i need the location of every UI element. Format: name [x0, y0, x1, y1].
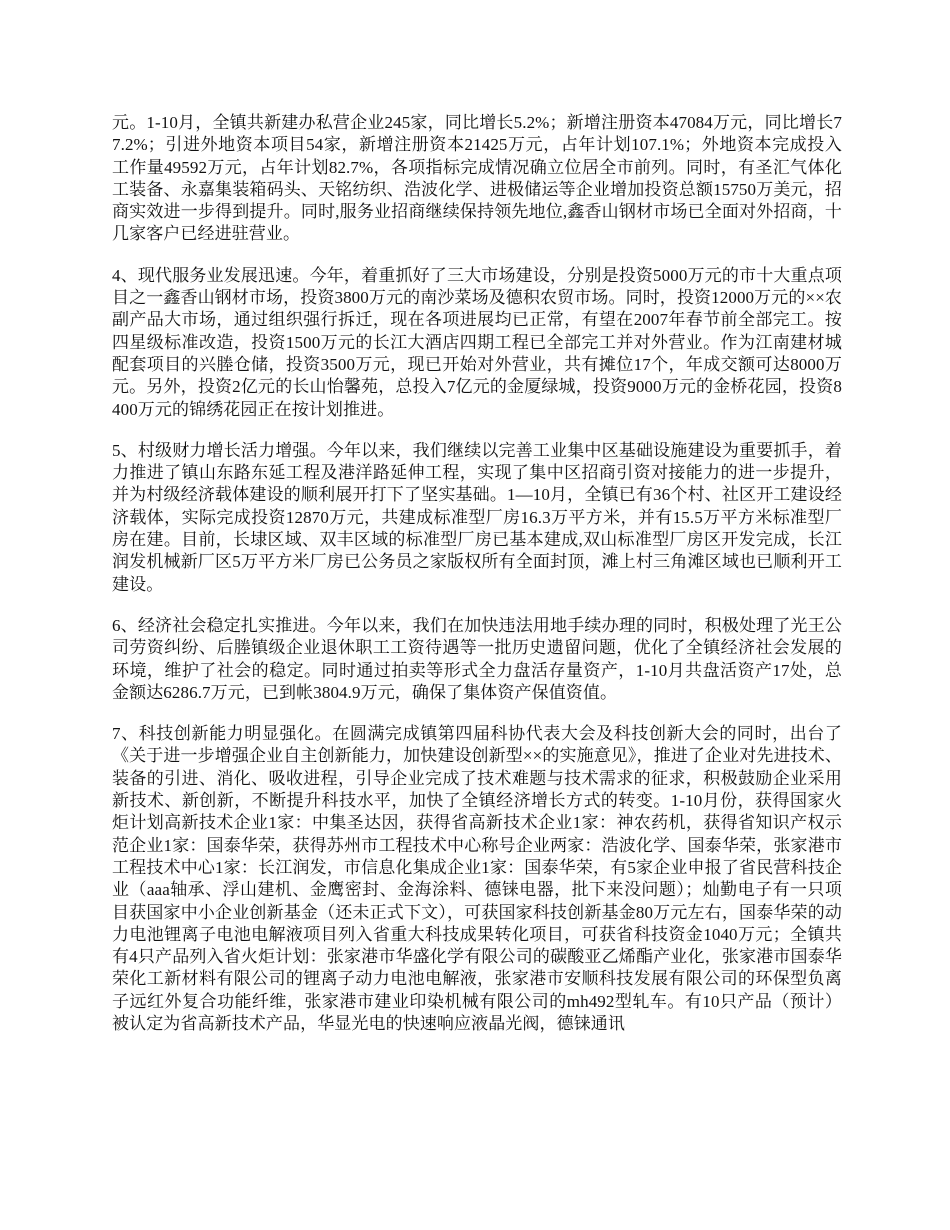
paragraph-social-stability: 6、经济社会稳定扎实推进。今年以来，我们在加快违法用地手续办理的同时，积极处理了光王公司劳资纠纷、后塍镇级企业退休职工工资待遇等一批历史遗留问题，优化了全镇经济社会发展的环境，维护了社会的稳定。同时通过拍卖等形式全力盘活存量资产，1-10月共盘活资产17处，总金额达6286.7万元，已到帐3804.9万元，确保了集体资产保值资值。 [112, 615, 842, 702]
paragraph-investment-summary: 元。1-10月，全镇共新建办私营企业245家，同比增长5.2%；新增注册资本47084万元，同比增长77.2%；引进外地资本项目54家，新增注册资本21425万元，占年计划107.1%；外地资本完成投入工作量49592万元，占年计划82.7%，各项指标完成情况确立位居全市前列。同时，有圣汇气体化工装备、永嘉集装箱码头、天铭纺织、浩波化学、进极储运等企业增加投资总额15750万美元，招商实效进一步得到提升。同时,服务业招商继续保持领先地位,鑫香山钢材市场已全面对外招商，十几家客户已经进驻营业。 [112, 113, 842, 244]
paragraph-village-finance: 5、村级财力增长活力增强。今年以来，我们继续以完善工业集中区基础设施建设为重要抓手，着力推进了镇山东路东延工程及港洋路延伸工程，实现了集中区招商引资对接能力的进一步提升，并为村级经济载体建设的顺利展开打下了坚实基础。1—10月，全镇已有36个村、社区开工建设经济载体，实际完成投资12870万元，共建成标准型厂房16.3万平方米，并有15.5万平方米标准型厂房在建。目前，长埭区域、双丰区域的标准型厂房已基本建成,双山标准型厂房区开发完成，长江润发机械新厂区5万平方米厂房已公务员之家版权所有全面封顶，滩上村三角滩区域也已顺利开工建设。 [112, 440, 842, 594]
paragraph-tech-innovation: 7、科技创新能力明显强化。在圆满完成镇第四届科协代表大会及科技创新大会的同时，出台了《关于进一步增强企业自主创新能力，加快建设创新型××的实施意见》，推进了企业对先进技术、装备的引进、消化、吸收进程，引导企业完成了技术难题与技术需求的征求，积极鼓励企业采用新技术、新创新，不断提升科技水平，加快了全镇经济增长方式的转变。1-10月份，获得国家火炬计划高新技术企业1家：中集圣达因，获得省高新技术企业1家：神农药机，获得省知识产权示范企业1家：国泰华荣，获得苏州市工程技术中心称号企业两家：浩波化学、国泰华荣，张家港市工程技术中心1家：长江润发，市信息化集成企业1家：国泰华荣，有5家企业申报了省民营科技企业（aaa轴承、浮山建机、金鹰密封、金海涂料、德铼电器，批下来没问题）；灿勤电子有一只项目获国家中小企业创新基金（还未正式下文），可获国家科技创新基金80万元左右，国泰华荣的动力电池锂离子电池电解液项目列入省重大科技成果转化项目，可获省科技资金1040万元；全镇共有4只产品列入省火炬计划：张家港市华盛化学有限公司的碳酸亚乙烯酯产业化，张家港市国泰华荣化工新材料有限公司的锂离子动力电池电解液，张家港市安顺科技发展有限公司的环保型负离子远红外复合功能纤维，张家港市建业印染机械有限公司的mh492型轧车。有10只产品（预计）被认定为省高新技术产品，华显光电的快速响应液晶光阀，德铼通讯 [112, 724, 842, 1033]
paragraph-modern-services: 4、现代服务业发展迅速。今年，着重抓好了三大市场建设，分别是投资5000万元的市十大重点项目之一鑫香山钢材市场，投资3800万元的南沙菜场及德积农贸市场。同时，投资12000万元的××农副产品大市场，通过组织强行拆迁，现在各项进展均已正常，有望在2007年春节前全部完工。按四星级标准改造，投资1500万元的长江大酒店四期工程已全部完工并对外营业。作为江南建材城配套项目的兴塍仓储，投资3500万元，现已开始对外营业，共有摊位17个，年成交额可达8000万元。另外，投资2亿元的长山怡馨苑，总投入7亿元的金厦绿城，投资9000万元的金桥花园，投资8400万元的锦绣花园正在按计划推进。 [112, 265, 842, 419]
document-body [112, 112, 842, 1054]
